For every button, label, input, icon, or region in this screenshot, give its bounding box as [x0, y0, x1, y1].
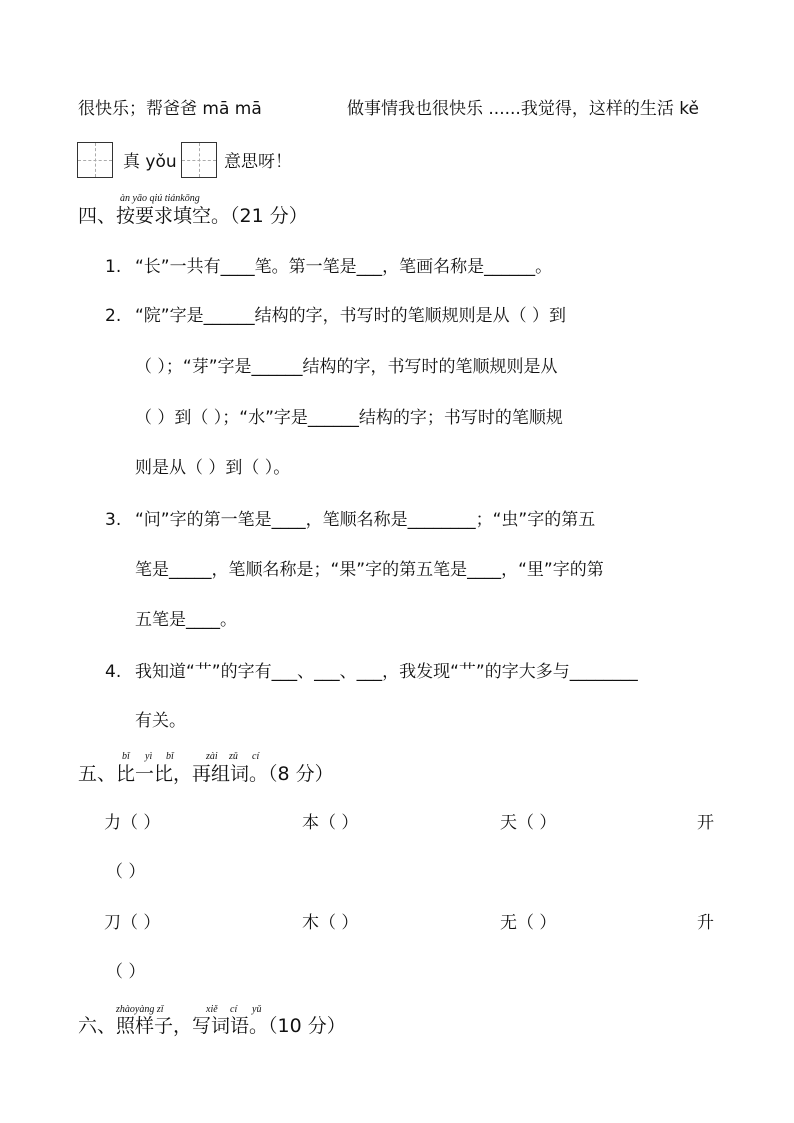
section6-title: 六、照样子，写词语。（10 分）: [78, 1015, 346, 1037]
item-line: 五笔是____。: [135, 610, 237, 630]
item-number: 4.: [105, 662, 122, 682]
pinyin-annotation: cí: [230, 1004, 238, 1015]
intro-line2-b: 意思呀！: [224, 152, 292, 172]
pinyin-annotation: zài: [206, 751, 218, 762]
pinyin-annotation: cí: [252, 751, 260, 762]
word-pair-cell[interactable]: 力（ ）: [104, 813, 161, 833]
word-pair-cell[interactable]: 无（ ）: [500, 913, 557, 933]
pinyin-annotation: yì: [145, 751, 153, 762]
word-pair-cell[interactable]: 木（ ）: [302, 913, 359, 933]
intro-line2-a: 真 yǒu: [123, 152, 177, 172]
word-pair-cell[interactable]: 天（ ）: [500, 813, 557, 833]
writing-grid-box[interactable]: [77, 142, 113, 178]
pinyin-annotation: yǔ: [252, 1004, 262, 1015]
intro-line1-right: 做事情我也很快乐 ......我觉得，这样的生活 kě: [347, 99, 699, 119]
item-line: 我知道“艹”的字有___、___、___，我发现“艹”的字大多与________: [135, 662, 638, 682]
item-line: 笔是_____，笔顺名称是；“果”字的第五笔是____，“里”字的第: [135, 560, 604, 580]
pinyin-annotation: xiě: [206, 1004, 218, 1015]
item-line: 则是从（ ）到（ ）。: [135, 458, 291, 478]
word-pair-cell: 升: [697, 913, 714, 933]
item-line: （ ）；“芽”字是______结构的字，书写时的笔顺规则是从: [135, 357, 558, 377]
item-line: “院”字是______结构的字，书写时的笔顺规则是从（ ）到: [135, 306, 567, 326]
item-line: 有关。: [135, 711, 186, 731]
word-pair-cell[interactable]: （ ）: [106, 862, 146, 882]
item-line: “长”一共有____笔。第一笔是___，笔画名称是______。: [135, 257, 553, 277]
word-pair-cell[interactable]: 刀（ ）: [104, 913, 161, 933]
pinyin-annotation: zǔ: [229, 751, 238, 762]
item-number: 1.: [105, 257, 122, 277]
word-pair-cell[interactable]: （ ）: [106, 962, 146, 982]
word-pair-cell[interactable]: 本（ ）: [302, 813, 359, 833]
pinyin-annotation: bǐ: [166, 751, 174, 762]
item-line: “问”字的第一笔是____，笔顺名称是________；“虫”字的第五: [135, 510, 596, 530]
pinyin-annotation: zhàoyàng zǐ: [116, 1004, 164, 1015]
section5-title: 五、比一比，再组词。（8 分）: [78, 763, 334, 785]
writing-grid-box[interactable]: [181, 142, 217, 178]
section4-title: 四、按要求填空。（21 分）: [78, 205, 308, 227]
section4-pinyin: àn yāo qiú tiánkōng: [120, 193, 200, 204]
item-number: 2.: [105, 306, 122, 326]
word-pair-cell: 开: [697, 813, 714, 833]
pinyin-annotation: bǐ: [122, 751, 130, 762]
item-line: （ ）到（ ）；“水”字是______结构的字；书写时的笔顺规: [135, 408, 563, 428]
intro-line1-left: 很快乐；帮爸爸 mā mā: [78, 99, 262, 119]
item-number: 3.: [105, 510, 122, 530]
